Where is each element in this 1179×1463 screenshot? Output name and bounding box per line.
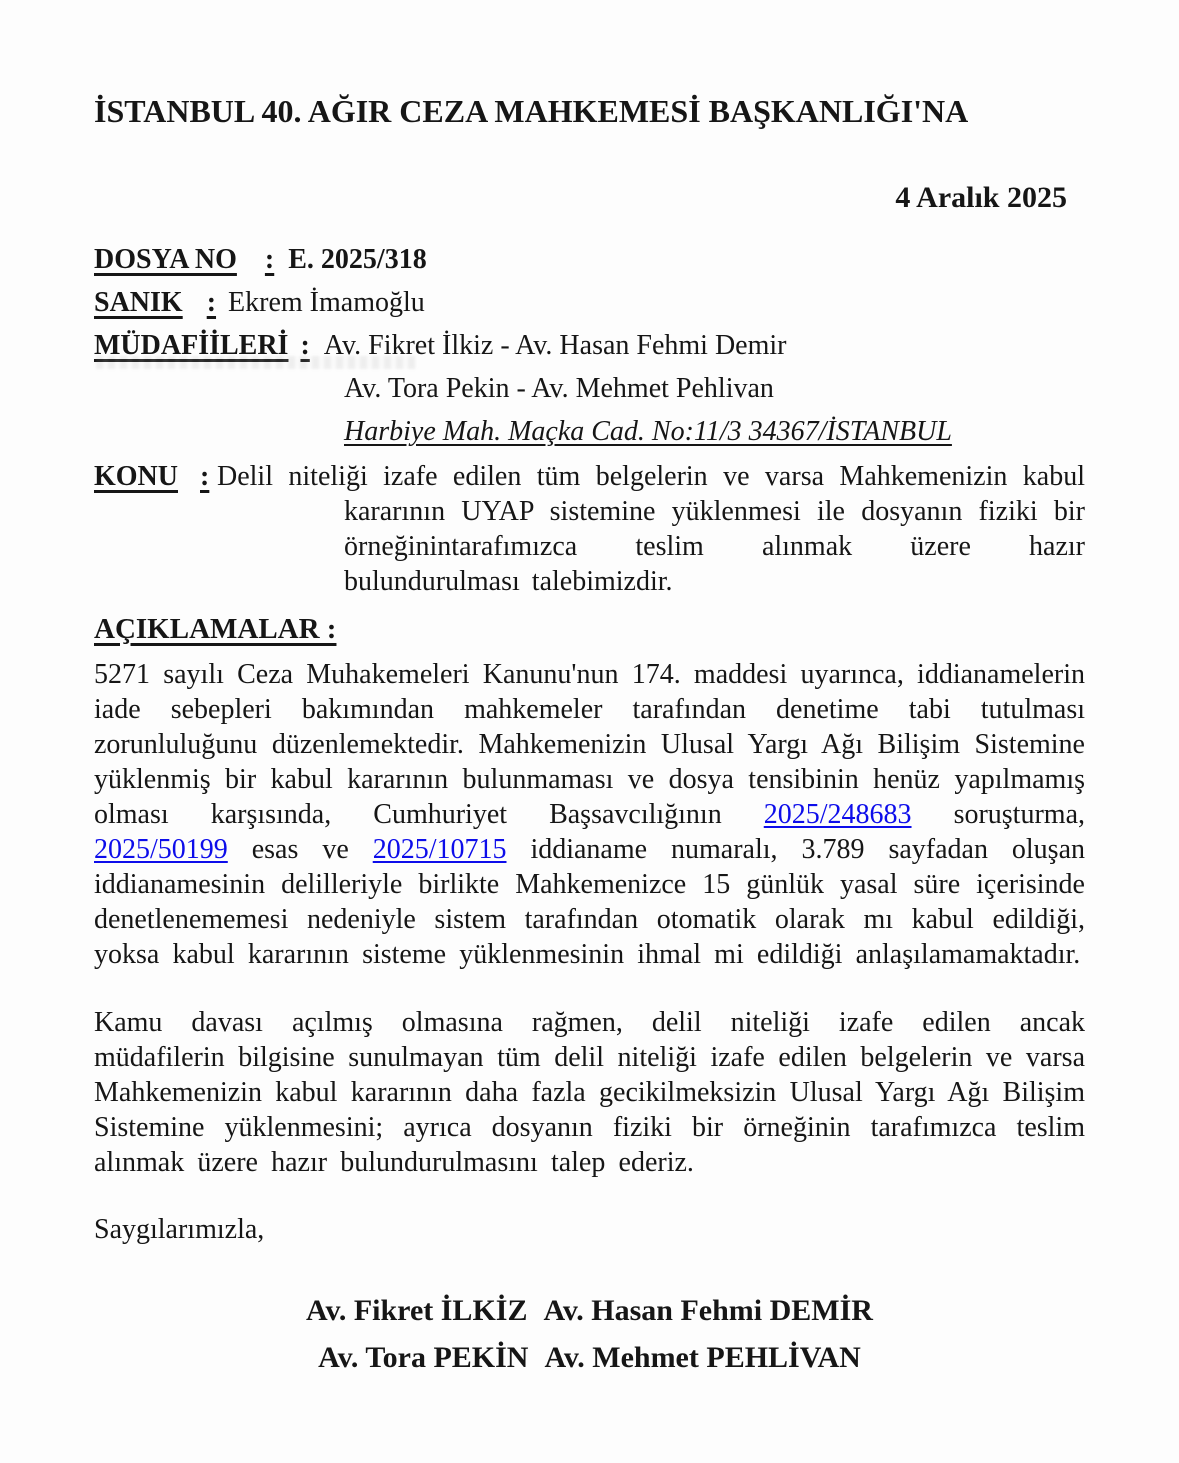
aciklamalar-heading: AÇIKLAMALAR : — [94, 613, 337, 645]
dosya-no-label: DOSYA NO — [94, 244, 237, 275]
field-konu — [94, 459, 1085, 599]
case-meta-block — [94, 238, 1085, 599]
mudafiileri-lawyers-line2: Av. Tora Pekin - Av. Mehmet Pehlivan — [344, 373, 774, 404]
signature-name: Av. Mehmet PEHLİVAN — [544, 1341, 861, 1374]
signature-row-2 — [94, 1340, 1085, 1375]
signature-row-1 — [94, 1293, 1085, 1328]
mudafiileri-address: Harbiye Mah. Maçka Cad. No:11/3 34367/İSTANBUL — [344, 416, 952, 447]
paragraph-text-segment: iddianame numaralı, 3.789 sayfadan oluşan iddianamesinin delilleriyle birlikte Mahkemenizce 15 günlük yasal süre içerisinde denetlenememesi nedeniyle sistem tarafından otomatik olarak mı kabul edildiği, yoksa kabul kararının sisteme yüklenmesinin ihmal mi edildiği anlaşılamamaktadır. — [94, 834, 1086, 970]
signature-block — [94, 1293, 1085, 1375]
document-date: 4 Aralık 2025 — [895, 181, 1067, 214]
konu-label: KONU — [94, 461, 178, 492]
paragraph-text-segment: soruşturma, — [911, 799, 1085, 830]
closing-salutation: Saygılarımızla, — [94, 1214, 265, 1245]
paragraph-text-segment: 5271 sayılı Ceza Muhakemeleri Kanunu'nun 174. maddesi uyarınca, iddianamelerin iade sebepleri bakımından mahkemeler tarafından denetime tabi tutulması zorunluluğunu düzenlemektedir. Mahkemenizin Ulusal Yargı Ağı Bilişim Sistemine yüklenmiş bir kabul kararının bulunmaması ve dosya tensibinin henüz yapılmamış olması karşısında, Cumhuriyet Başsavcılığının — [94, 659, 1085, 830]
sanik-separator: : — [206, 287, 217, 318]
case-number-link[interactable]: 2025/50199 — [94, 834, 228, 865]
field-mudafiileri — [94, 324, 1085, 367]
sanik-label: SANIK — [94, 287, 183, 318]
court-address-title: İSTANBUL 40. AĞIR CEZA MAHKEMESİ BAŞKANLIĞI'NA — [94, 93, 969, 129]
signature-name: Av. Hasan Fehmi DEMİR — [543, 1294, 873, 1327]
konu-text: Delil niteliği izafe edilen tüm belgelerin ve varsa Mahkemenizin kabul kararının UYAP sistemine yüklenmesi ile dosyanın fiziki bir örneğinintarafımızca teslim alınmak üzere hazır bulundurulması talebimizdir. — [217, 461, 1085, 597]
dosya-no-separator: : — [264, 244, 275, 275]
paragraph-text-segment: esas ve — [227, 834, 373, 865]
sanik-value: Ekrem İmamoğlu — [228, 287, 425, 318]
field-sanik — [94, 281, 1085, 324]
explanation-paragraph-1 — [94, 657, 1085, 972]
field-dosya-no — [94, 238, 1085, 281]
case-number-link[interactable]: 2025/248683 — [763, 799, 912, 830]
dosya-no-value: E. 2025/318 — [288, 244, 427, 275]
mudafiileri-separator: : — [300, 330, 310, 361]
explanation-paragraph-2: Kamu davası açılmış olmasına rağmen, delil niteliği izafe edilen ancak müdafilerin bilgisine sunulmayan tüm delil niteliği izafe edilen belgelerin ve varsa Mahkemenizin kabul kararının daha fazla gecikilmeksizin Ulusal Yargı Ağı Bilişim Sistemine yüklenmesini; ayrıca dosyanın fiziki bir örneğinin tarafımızca teslim alınmak üzere hazır bulundurulmasını talep ederiz. — [94, 1007, 1085, 1178]
case-number-link[interactable]: 2025/10715 — [372, 834, 507, 865]
konu-separator: : — [200, 461, 210, 492]
konu-label-wrap — [94, 459, 209, 494]
mudafiileri-label: MÜDAFİİLERİ — [94, 330, 289, 361]
signature-name: Av. Fikret İLKİZ — [306, 1294, 528, 1327]
mudafiileri-lawyers-line1: Av. Fikret İlkiz - Av. Hasan Fehmi Demir — [323, 330, 787, 361]
signature-name: Av. Tora PEKİN — [318, 1341, 529, 1374]
